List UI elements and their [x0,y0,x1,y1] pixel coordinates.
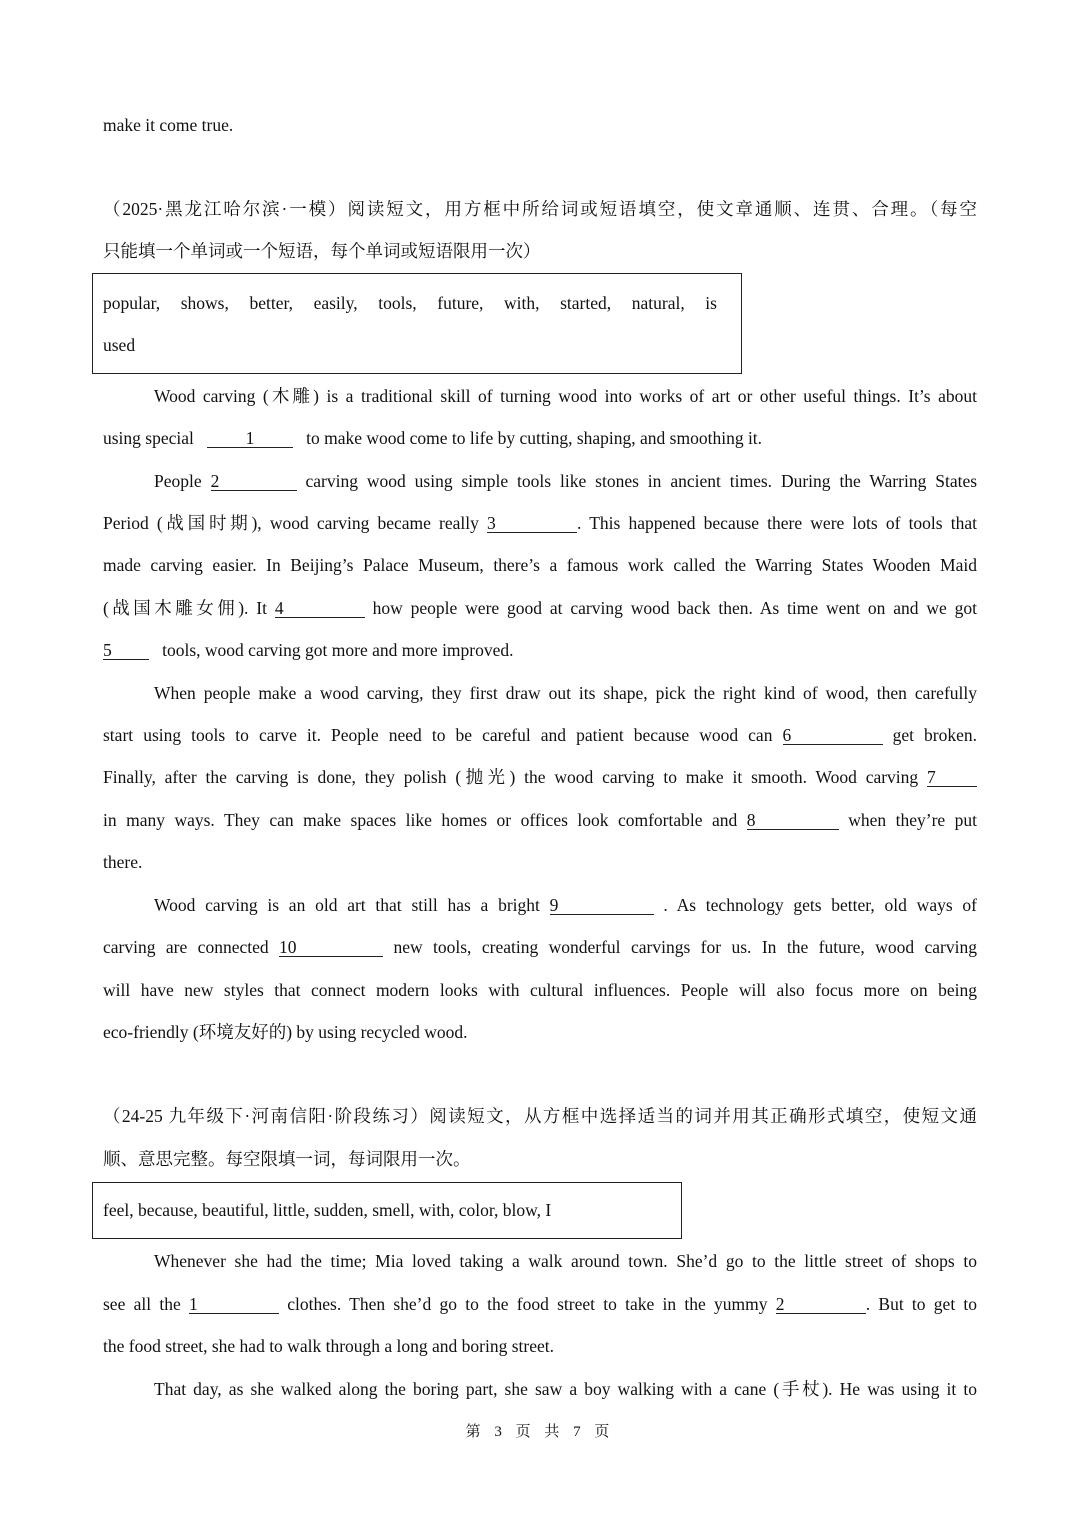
section2-instruction-line1: （24-25 九年级下·河南信阳·阶段练习）阅读短文，从方框中选择适当的词并用其正确形式填空，使短文通 [103,1106,977,1126]
section1-instruction-line2: 只能填一个单词或一个短语，每个单词或短语限用一次） [103,241,541,261]
s1-p3-line2: start using tools to carve it. People need to be careful and patient because wood can 6 get broken. [103,725,978,745]
answer-blank-6[interactable]: 6 [783,726,883,745]
intro-tail: make it come true. [103,115,234,135]
answer-blank-7[interactable]: 7 [927,768,977,787]
section1-word-box [92,273,742,374]
word-option: easily, [313,293,358,313]
word-option: natural, [631,293,685,313]
word-option: used [103,335,136,355]
word-option: popular, [103,293,161,313]
word-option: is [705,293,717,313]
section2-instruction-line2: 顺、意思完整。每空限填一词，每词限用一次。 [103,1149,471,1169]
answer-blank-8[interactable]: 8 [747,811,839,830]
s1-p4-line2: carving are connected 10 new tools, creating wonderful carvings for us. In the future, wood carving [103,937,977,957]
s1-p3-line1: When people make a wood carving, they first draw out its shape, pick the right kind of wood, then carefully [154,683,977,703]
s1-p2-line3: made carving easier. In Beijing’s Palace Museum, there’s a famous work called the Warring States Wooden Maid [103,555,977,575]
section2-word-box-text: feel, because, beautiful, little, sudden, smell, with, color, blow, I [103,1200,552,1220]
s1-p3-line4: in many ways. They can make spaces like homes or offices look comfortable and 8 when they’re put [103,810,978,830]
answer-blank-2[interactable]: 2 [776,1295,866,1314]
s2-p2-line1: That day, as she walked along the boring part, she saw a boy walking with a cane (手杖). He was using it to [154,1379,977,1399]
section1-word-box-row [103,292,717,314]
s1-p3-line3: Finally, after the carving is done, they polish (抛光) the wood carving to make it smooth. Wood carving 7 [103,766,977,788]
section1-instruction-line1: （2025·黑龙江哈尔滨·一模）阅读短文，用方框中所给词或短语填空，使文章通顺、连贯、合理。（每空 [103,199,977,219]
s1-p2-line1: People 2 carving wood using simple tools like stones in ancient times. During the Warring States [154,471,978,491]
s1-p2-line5: 5 tools, wood carving got more and more improved. [103,640,514,660]
s1-p4-line4: eco-friendly (环境友好的) by using recycled wood. [103,1022,468,1042]
s1-p4-line1: Wood carving is an old art that still has a bright 9 . As technology gets better, old ways of [154,895,977,915]
answer-blank-3[interactable]: 3 [487,514,577,533]
s1-p3-line5: there. [103,852,143,872]
s1-p1-line1: Wood carving (木雕) is a traditional skill of turning wood into works of art or other useful things. It’s about [154,386,977,406]
s1-p2-line4: (战国木雕女佣). It 4 how people were good at carving wood back then. As time went on and we got [103,598,977,618]
s2-p1-line3: the food street, she had to walk through a long and boring street. [103,1336,555,1356]
answer-blank-5[interactable]: 5 [103,641,149,660]
word-option: future, [437,293,484,313]
s1-p4-line3: will have new styles that connect modern looks with cultural influences. People will also focus more on being [103,980,977,1000]
answer-blank-2[interactable]: 2 [211,472,297,491]
answer-blank-1[interactable]: 1 [189,1295,279,1314]
word-option: shows, [180,293,229,313]
answer-blank-4[interactable]: 4 [275,599,365,618]
word-option: better, [249,293,293,313]
s1-p2-line2: Period (战国时期), wood carving became really 3 . This happened because there were lots of tools that [103,513,977,533]
answer-blank-1[interactable]: 1 [207,429,293,448]
page-footer: 第 3 页 共 7 页 [465,1424,615,1440]
answer-blank-10[interactable]: 10 [279,938,383,957]
s2-p1-line2: see all the 1 clothes. Then she’d go to the food street to take in the yummy 2 . But to get to [103,1294,978,1314]
word-option: started, [560,293,612,313]
s1-p1-line2: using special 1 to make wood come to life by cutting, shaping, and smoothing it. [103,428,763,448]
answer-blank-9[interactable]: 9 [550,896,654,915]
s2-p1-line1: Whenever she had the time; Mia loved taking a walk around town. She’d go to the little street of shops to [154,1251,977,1271]
word-option: with, [504,293,540,313]
word-option: tools, [378,293,417,313]
